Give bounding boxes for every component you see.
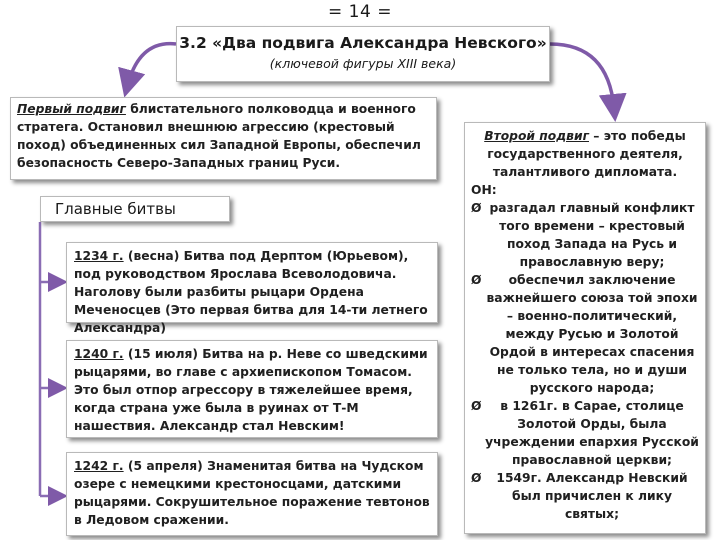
- second-feat-intro: [471, 127, 699, 181]
- left-curved-arrow: [128, 44, 176, 84]
- second-feat-bullet: [471, 199, 699, 271]
- bullet-text: 1549г. Александр Невский был причислен к лику святых;: [496, 471, 688, 521]
- battle-text: (5 апреля) Знаменитая битва на Чудском озере с немецкими крестоносцами, датскими рыцарями. Сокрушительное поражение тевтонов в Ледовом сражении.: [74, 459, 430, 527]
- first-feat-lead: Первый подвиг: [17, 102, 126, 116]
- bullet-arrow-icon: Ø: [471, 471, 482, 485]
- second-feat-intro-text: – это победы государственного деятеля, талантливого дипломата.: [487, 129, 686, 179]
- first-feat-text: блистательного полководца и военного стратега. Остановил внешнюю агрессию (крестовый поход) объединенных сил Западной Европы, обеспечил безопасность Северо-Западных границ Руси.: [17, 102, 421, 170]
- second-feat-box: [464, 122, 706, 534]
- page-number: = 14 =: [328, 2, 392, 22]
- bullet-arrow-icon: Ø: [471, 273, 482, 287]
- battle-date: 1240 г.: [74, 347, 124, 361]
- battle-text: (15 июля) Битва на р. Неве со шведскими рыцарями, во главе с архиепископом Томасом. Это был отпор агрессору в тяжелейшее время, когда страна уже была в руинах от Т-М нашествия. Александр стал Невским!: [74, 347, 428, 433]
- diagram-title: 3.2 «Два подвига Александра Невского»: [179, 34, 547, 52]
- title-box: [176, 26, 550, 82]
- bullet-text: в 1261г. в Сарае, столице Золотой Орды, была учреждении епархия Русской православной церкви;: [485, 399, 699, 467]
- bullet-arrow-icon: Ø: [471, 399, 482, 413]
- right-curved-arrow: [550, 44, 614, 108]
- bullet-arrow-icon: Ø: [471, 201, 482, 215]
- battle-date: 1234 г.: [74, 249, 124, 263]
- battle-text: (весна) Битва под Дерптом (Юрьевом), под руководством Ярослава Всеволодовича. Наголову были разбиты рыцари Ордена Меченосцев (Это первая битва для 14-ти летнего Александра): [74, 249, 428, 335]
- battles-heading: Главные битвы: [40, 196, 230, 222]
- second-feat-bullet: [471, 397, 699, 469]
- bullet-text: разгадал главный конфликт того времени – крестовый поход Запада на Русь и православную веру;: [489, 201, 695, 269]
- battle-box-1242: [66, 452, 438, 536]
- second-feat-bullet: [471, 271, 699, 397]
- first-feat-box: [10, 97, 437, 180]
- second-feat-lead: Второй подвиг: [484, 129, 589, 143]
- bullet-text: обеспечил заключение важнейшего союза той эпохи – военно-политический, между Русью и Золотой Ордой в интересах спасения не только тела, но и души русского народа;: [486, 273, 698, 395]
- battle-box-1234: [66, 242, 438, 335]
- diagram-subtitle: (ключевой фигуры XIII века): [269, 56, 457, 71]
- second-feat-bullet: [471, 469, 699, 523]
- battle-box-1240: [66, 340, 438, 438]
- second-feat-he-label: ОН:: [471, 183, 497, 197]
- battle-date: 1242 г.: [74, 459, 124, 473]
